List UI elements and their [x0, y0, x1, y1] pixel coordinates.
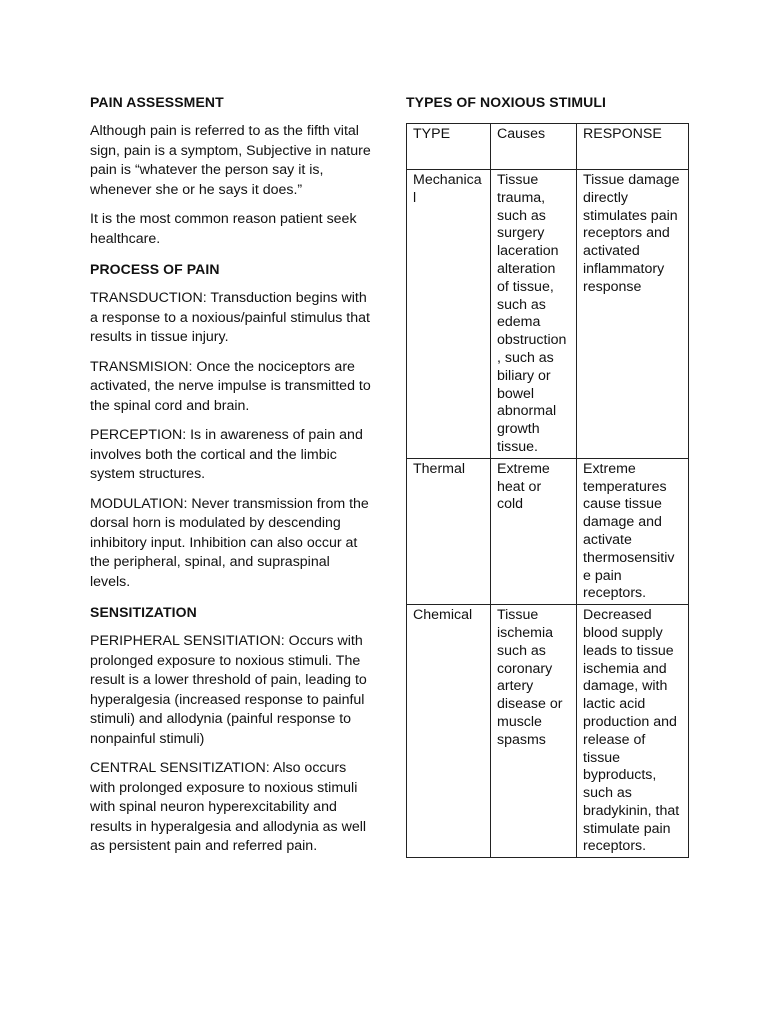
table-row: [407, 605, 689, 858]
cell-causes: Extreme heat or cold: [491, 458, 577, 604]
cell-response: Extreme temperatures cause tissue damage and activate thermosensitive pain receptors.: [577, 458, 689, 604]
cell-type: Mechanical: [407, 170, 491, 459]
cell-response: Tissue damage directly stimulates pain receptors and activated inflammatory response: [577, 170, 689, 459]
table-header-row: [407, 124, 689, 170]
table-row: [407, 458, 689, 604]
paragraph-common-reason: It is the most common reason patient seek healthcare.: [90, 211, 357, 247]
paragraph-perception: PERCEPTION: Is in awareness of pain and involves both the cortical and the limbic system structures.: [90, 427, 363, 482]
paragraph-transmission: TRANSMISION: Once the nociceptors are activated, the nerve impulse is transmitted to the spinal cord and brain.: [90, 358, 371, 414]
right-column: [406, 92, 696, 858]
cell-type: Chemical: [407, 605, 491, 858]
paragraph-peripheral-sensitization: PERIPHERAL SENSITIATION: Occurs with prolonged exposure to noxious stimuli. The result is a lower threshold of pain, leading to hyperalgesia (increased response to painful stimuli) and allodynia (painful response to nonpainful stimuli): [90, 633, 367, 747]
table-row: [407, 170, 689, 459]
cell-type: Thermal: [407, 458, 491, 604]
cell-causes: Tissue ischemia such as coronary artery disease or muscle spasms: [491, 605, 577, 858]
cell-causes: Tissue trauma, such as surgery laceration alteration of tissue, such as edema obstruction, such as biliary or bowel abnormal growth tissue.: [491, 170, 577, 459]
left-column: [90, 92, 372, 867]
heading-sensitization: SENSITIZATION: [90, 604, 197, 620]
header-type: TYPE: [407, 124, 491, 170]
noxious-stimuli-table: [406, 123, 689, 858]
paragraph-modulation: MODULATION: Never transmission from the dorsal horn is modulated by descending inhibitory input. Inhibition can also occur at the peripheral, spinal, and supraspinal levels.: [90, 495, 369, 590]
paragraph-transduction: TRANSDUCTION: Transduction begins with a response to a noxious/painful stimulus that results in tissue injury.: [90, 290, 370, 345]
header-causes: Causes: [491, 124, 577, 170]
cell-response: Decreased blood supply leads to tissue ischemia and damage, with lactic acid production and release of tissue byproducts, such as bradykinin, that stimulate pain receptors.: [577, 605, 689, 858]
paragraph-pain-definition: Although pain is referred to as the fifth vital sign, pain is a symptom, Subjective in nature pain is “whatever the person say it is, whenever she or he says it does.”: [90, 123, 371, 198]
heading-process-of-pain: PROCESS OF PAIN: [90, 261, 220, 277]
heading-types-of-noxious-stimuli: TYPES OF NOXIOUS STIMULI: [406, 94, 606, 110]
heading-pain-assessment: PAIN ASSESSMENT: [90, 94, 224, 110]
paragraph-central-sensitization: CENTRAL SENSITIZATION: Also occurs with prolonged exposure to noxious stimuli with spinal neuron hyperexcitability and results in hyperalgesia and allodynia as well as persistent pain and referred pain.: [90, 760, 367, 854]
header-response: RESPONSE: [577, 124, 689, 170]
